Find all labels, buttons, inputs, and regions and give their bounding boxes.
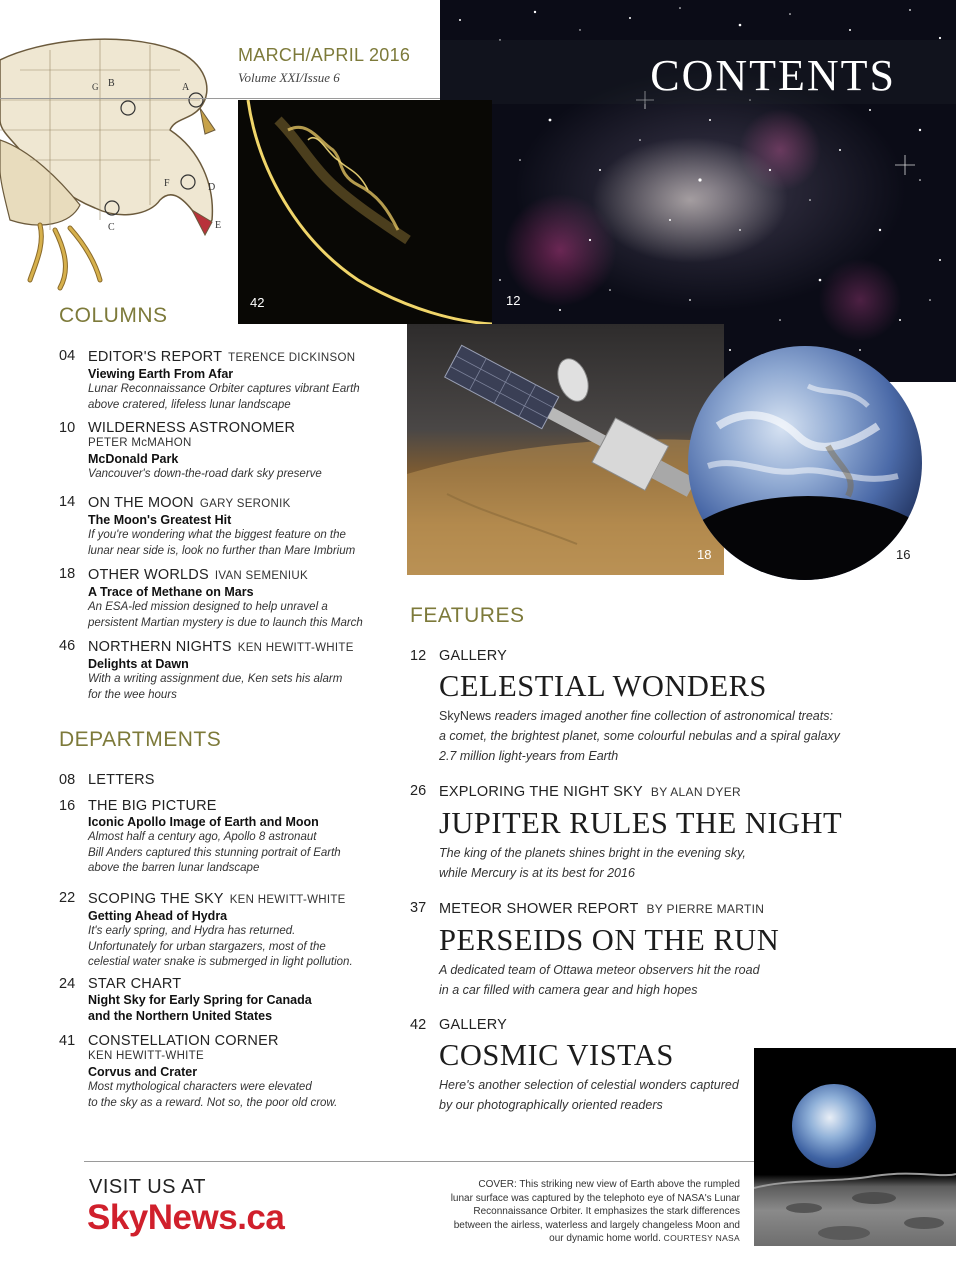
column-category: EDITOR'S REPORT — [88, 349, 223, 365]
department-description-line: Most mythological characters were elevated — [88, 1081, 312, 1093]
footer-rule — [84, 1161, 754, 1162]
column-category: WILDERNESS ASTRONOMER — [88, 420, 296, 436]
department-category: SCOPING THE SKY — [88, 891, 224, 907]
photo-number-starfield: 12 — [506, 293, 521, 308]
svg-text:G: G — [92, 82, 99, 92]
column-entry[interactable] — [59, 566, 389, 631]
page-number: 42 — [410, 1017, 427, 1033]
column-description-line: An ESA-led mission designed to help unravel a — [88, 601, 328, 613]
column-description-line: Vancouver's down-the-road dark sky preserve — [88, 468, 322, 480]
issue-date: MARCH/APRIL 2016 — [238, 45, 411, 65]
department-description-line: celestial water snake is submerged in light pollution. — [88, 956, 353, 968]
feature-entry[interactable] — [410, 783, 870, 883]
column-title: Viewing Earth From Afar — [88, 367, 234, 381]
svg-text:B: B — [108, 78, 115, 89]
cover-caption-text: our dynamic home world. — [549, 1233, 661, 1244]
column-description-line: With a writing assignment due, Ken sets his alarm — [88, 673, 343, 685]
lunar-surface-art — [754, 1048, 956, 1246]
column-title: Delights at Dawn — [88, 657, 189, 671]
department-description-line: Bill Anders captured this stunning portrait of Earth — [88, 846, 341, 859]
column-author: IVAN SEMENIUK — [214, 570, 308, 582]
department-description-line: Almost half a century ago, Apollo 8 astronaut — [88, 831, 317, 843]
feature-title: PERSEIDS ON THE RUN — [439, 923, 780, 957]
earth-globe-photo — [688, 346, 922, 580]
feature-entry[interactable] — [410, 900, 870, 1000]
department-author: KEN HEWITT-WHITE — [229, 894, 346, 906]
cover-earthrise-photo — [754, 1048, 956, 1246]
page-number: 46 — [59, 638, 76, 654]
column-description-line: persistent Martian mystery is due to launch this March — [88, 616, 363, 629]
feature-description-line: while Mercury is at its best for 2016 — [439, 866, 635, 880]
contents-title: CONTENTS — [650, 51, 896, 100]
feature-description-line: A dedicated team of Ottawa meteor observers hit the road — [439, 963, 760, 977]
visit-label: VISIT US AT — [89, 1176, 207, 1198]
header-rule — [0, 98, 500, 99]
department-entry[interactable] — [59, 798, 389, 877]
column-category: ON THE MOON — [88, 495, 194, 511]
page-number: 04 — [59, 348, 76, 364]
svg-text:D: D — [208, 182, 216, 193]
column-entry[interactable] — [59, 494, 389, 559]
feature-category: EXPLORING THE NIGHT SKY — [439, 784, 643, 800]
feature-description-line: The king of the planets shines bright in the evening sky, — [439, 846, 746, 860]
feature-description-line: a comet, the brightest planet, some colourful nebulas and a spiral galaxy — [439, 729, 840, 743]
feature-description-line: 2.7 million light-years from Earth — [439, 749, 619, 763]
cover-caption-line: between the airless, waterless and largely changeless Moon and — [453, 1219, 740, 1231]
department-author: KEN HEWITT-WHITE — [88, 1050, 204, 1062]
page-number: 10 — [59, 420, 76, 436]
column-author: TERENCE DICKINSON — [228, 352, 356, 364]
cover-caption-line: lunar surface was captured by the telephoto eye of NASA's Lunar — [450, 1192, 740, 1204]
column-description-line: lunar near side is, look no further than Mare Imbrium — [88, 544, 356, 557]
page-number: 08 — [59, 772, 76, 788]
department-title-line: and the Northern United States — [88, 1009, 273, 1023]
cover-caption-line: Reconnaissance Orbiter. It emphasizes the stark differences — [473, 1206, 740, 1217]
column-description-line: Lunar Reconnaissance Orbiter captures vibrant Earth — [88, 383, 360, 395]
column-description-line: for the wee hours — [88, 688, 177, 701]
column-title: The Moon's Greatest Hit — [88, 513, 232, 527]
feature-title: COSMIC VISTAS — [439, 1038, 674, 1072]
department-category: LETTERS — [88, 772, 155, 788]
features-heading: FEATURES — [410, 604, 525, 627]
magazine-name: SkyNews — [439, 709, 492, 723]
feature-entry[interactable] — [410, 1017, 740, 1115]
column-title: A Trace of Methane on Mars — [88, 585, 254, 599]
page-number: 37 — [410, 900, 427, 916]
department-title: Iconic Apollo Image of Earth and Moon — [88, 815, 319, 829]
column-category: OTHER WORLDS — [88, 567, 209, 583]
department-description-line: It's early spring, and Hydra has returned. — [88, 925, 296, 937]
department-entry[interactable] — [59, 772, 389, 788]
photo-number-solar: 42 — [250, 295, 265, 310]
column-description-line: If you're wondering what the biggest feature on the — [88, 529, 346, 541]
solar-prominence-photo — [238, 100, 492, 324]
column-entry[interactable] — [59, 348, 389, 413]
column-category: NORTHERN NIGHTS — [88, 639, 232, 655]
feature-author: BY ALAN DYER — [650, 785, 741, 799]
feature-category: GALLERY — [439, 1017, 508, 1033]
department-title-line: Night Sky for Early Spring for Canada — [88, 993, 312, 1007]
column-entry[interactable] — [59, 420, 389, 483]
cover-caption-line — [420, 1232, 740, 1246]
page-number: 41 — [59, 1033, 76, 1049]
department-title: Corvus and Crater — [88, 1065, 198, 1079]
department-entry[interactable] — [59, 976, 389, 1024]
feature-description-text: readers imaged another fine collection of astronomical treats: — [491, 709, 833, 723]
department-title: Getting Ahead of Hydra — [88, 909, 228, 923]
feature-entry[interactable] — [410, 648, 870, 766]
department-entry[interactable] — [59, 890, 389, 971]
orbiter-photo — [407, 324, 724, 575]
orbiter-art — [407, 324, 724, 575]
solar-limb-art — [238, 100, 492, 324]
feature-title: CELESTIAL WONDERS — [439, 669, 767, 703]
page-number: 22 — [59, 890, 76, 906]
website-link[interactable]: SkyNews.ca — [87, 1198, 285, 1237]
svg-text:E: E — [215, 220, 222, 231]
page-number: 12 — [410, 648, 427, 664]
photo-credit: COURTESY NASA — [663, 1233, 740, 1243]
constellation-engraving — [0, 30, 238, 292]
cover-caption-line: COVER: This striking new view of Earth above the rumpled — [478, 1179, 740, 1190]
column-author: GARY SERONIK — [199, 498, 291, 510]
page-number: 16 — [59, 798, 76, 814]
feature-description-line: in a car filled with camera gear and high hopes — [439, 983, 698, 997]
column-title: McDonald Park — [88, 452, 179, 466]
feature-title: JUPITER RULES THE NIGHT — [439, 806, 843, 840]
department-entry[interactable] — [59, 1033, 389, 1111]
cover-caption — [420, 1178, 740, 1246]
photo-number-earth: 16 — [896, 547, 911, 562]
department-description-line: above the barren lunar landscape — [88, 862, 260, 874]
department-category: THE BIG PICTURE — [88, 798, 217, 814]
page-number: 18 — [59, 566, 76, 582]
feature-description-line: by our photographically oriented readers — [439, 1098, 663, 1112]
svg-text:F: F — [164, 178, 170, 189]
feature-description-line — [439, 706, 870, 726]
column-author: PETER McMAHON — [88, 437, 192, 449]
department-category: STAR CHART — [88, 976, 182, 992]
svg-text:A: A — [182, 82, 190, 93]
column-description-line: above cratered, lifeless lunar landscape — [88, 398, 291, 411]
columns-heading: COLUMNS — [59, 304, 168, 327]
department-description-line: to the sky as a reward. Not so, the poor old crow. — [88, 1096, 338, 1109]
department-category: CONSTELLATION CORNER — [88, 1033, 279, 1049]
column-author: KEN HEWITT-WHITE — [237, 642, 354, 654]
page-number: 26 — [410, 783, 427, 799]
department-description-line: Unfortunately for urban stargazers, most of the — [88, 940, 326, 953]
departments-heading: DEPARTMENTS — [59, 728, 222, 751]
feature-author: BY PIERRE MARTIN — [646, 902, 765, 916]
feature-description-line: Here's another selection of celestial wonders captured — [439, 1078, 739, 1092]
svg-text:C: C — [108, 222, 115, 233]
feature-category: GALLERY — [439, 648, 508, 664]
column-entry[interactable] — [59, 638, 389, 703]
feature-category: METEOR SHOWER REPORT — [439, 901, 639, 917]
page-number: 24 — [59, 976, 76, 992]
issue-volume: Volume XXI/Issue 6 — [238, 70, 340, 85]
page-number: 14 — [59, 494, 76, 510]
